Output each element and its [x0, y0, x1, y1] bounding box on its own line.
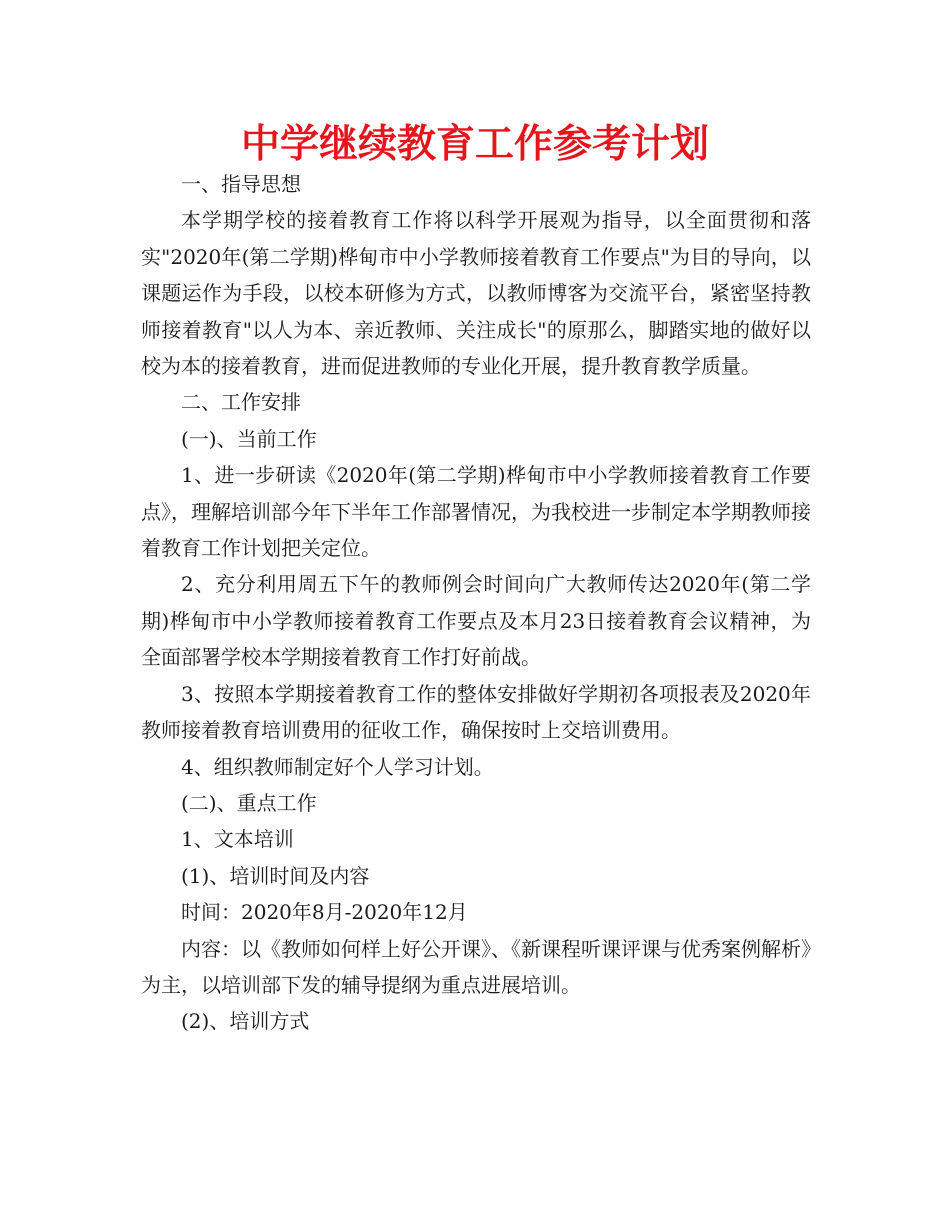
document-title: 中学继续教育工作参考计划	[240, 122, 709, 167]
list-item-current-1: 1、进一步研读《2020年(第二学期)桦甸市中小学教师接着教育工作要点》，理解培训部今年下半年工作部署情况，为我校进一步制定本学期教师接着教育工作计划把关定位。	[141, 463, 811, 561]
list-item-current-2: 2、充分利用周五下午的教师例会时间向广大教师传达2020年(第二学期)桦甸市中小学教师接着教育工作要点及本月23日接着教育会议精神，为全面部署学校本学期接着教育工作打好前战。	[141, 572, 811, 670]
paragraph-guiding-ideology: 本学期学校的接着教育工作将以科学开展观为指导，以全面贯彻和落实"2020年(第二学期)桦甸市中小学教师接着教育工作要点"为目的导向，以课题运作为手段，以校本研修为方式，以教师博客为交流平台，紧密坚持教师接着教育"以人为本、亲近教师、关注成长"的原那么，脚踏实地的做好以校为本的接着教育，进而促进教师的专业化开展，提升教育教学质量。	[141, 208, 811, 379]
subsection-heading-current-work: (一)、当前工作	[181, 426, 317, 451]
item-heading-time-content: (1)、培训时间及内容	[181, 863, 370, 888]
section-heading-work-arrangement: 二、工作安排	[181, 390, 301, 415]
item-heading-training-method: (2)、培训方式	[181, 1009, 310, 1034]
subsection-heading-key-work: (二)、重点工作	[181, 790, 317, 815]
paragraph-training-content: 内容：以《教师如何样上好公开课》、《新课程听课评课与优秀案例解析》为主，以培训部下发的辅导提纲为重点进展培训。	[141, 936, 811, 997]
section-heading-guiding-ideology: 一、指导思想	[181, 172, 301, 196]
list-item-current-3: 3、按照本学期接着教育工作的整体安排做好学期初各项报表及2020年教师接着教育培训费用的征收工作，确保按时上交培训费用。	[141, 681, 811, 743]
item-heading-text-training: 1、文本培训	[181, 827, 294, 852]
document-body	[141, 166, 811, 1040]
list-item-current-4: 4、组织教师制定好个人学习计划。	[181, 754, 494, 779]
paragraph-training-time: 时间：2020年8月-2020年12月	[181, 900, 468, 925]
